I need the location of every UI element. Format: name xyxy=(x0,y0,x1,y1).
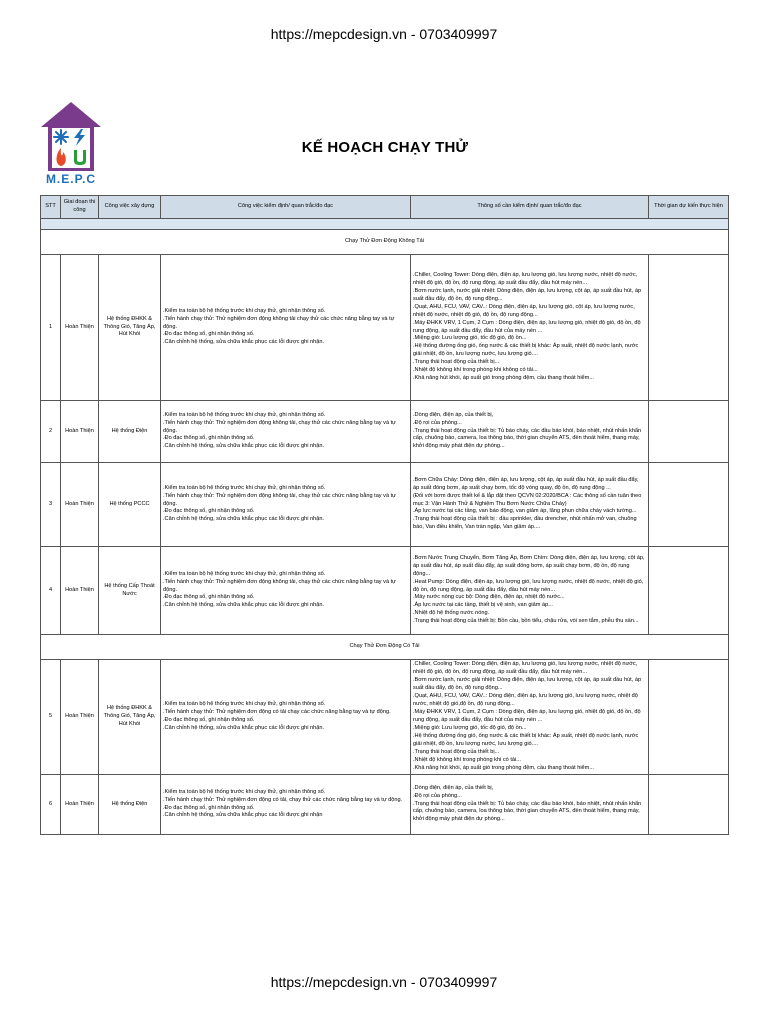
param-line: .Miệng gió: Lưu lượng gió, tốc độ gió, độ ồn... xyxy=(413,724,527,731)
table-row xyxy=(41,463,729,547)
param-line: .Áp lực nước tại các tầng, van báo động, van giảm áp, lăng phun chữa cháy vách tường... xyxy=(413,508,637,515)
table-row xyxy=(41,775,729,835)
param-line: .Dòng điện, điện áp, của thiết bị, xyxy=(413,784,494,791)
param-line: .Bơm nước lạnh, nước giải nhiệt: Dòng điện, điện áp, lưu lượng, cột áp, áp suất đầu hút, áp suất đầu đẩy, độ ồn, độ rung động... xyxy=(413,677,642,692)
schedule-cell xyxy=(649,547,729,635)
task-line: .Tiến hành chạy thử: Thử nghiệm đơn động không tải chạy thử các chức năng bằng tay và tự động. xyxy=(163,315,395,330)
tasks-cell xyxy=(161,775,411,835)
header-stt: STT xyxy=(41,196,61,219)
param-line: .Máy ĐHKK VRV, 1 Cụm, 2 Cụm : Dòng điện, điện áp, lưu lượng gió, nhiệt độ gió, độ ồn, độ rung động, áp suất đầu đẩy, đầu hút của máy nén ... xyxy=(413,709,641,723)
tasks-cell xyxy=(161,401,411,463)
task-line: .Tiến hành chạy thử: Thử nghiệm đơn động không tải, chạy thử các chức năng bằng tay và tự động. xyxy=(163,578,396,593)
page-title: KẾ HOẠCH CHẠY THỬ xyxy=(301,139,469,156)
tasks-cell xyxy=(161,463,411,547)
param-line: .Hệ thống đường ống gió, ống nước & các thiết bị khác: Áp suất, nhiệt độ nước lạnh, nước giải nhiệt, độ ồn, lưu lượng nước, lưu lượng gió.... xyxy=(413,732,639,747)
section-row xyxy=(41,635,729,660)
task-line: .Đo đạc thông số, ghi nhận thông số. xyxy=(163,508,255,515)
task-line: .Đo đạc thông số, ghi nhận thông số. xyxy=(163,435,255,442)
table-row xyxy=(41,547,729,635)
task-line: .Căn chỉnh hệ thống, sửa chữa khắc phục các lỗi được ghi nhận xyxy=(163,812,323,819)
param-line: .Áp lực nước tại các tầng, thiết bị vệ sinh, van giảm áp... xyxy=(413,602,553,609)
table-row xyxy=(41,660,729,775)
param-line: .Trạng thái hoạt động của thiết bị: Tủ báo cháy, các đầu báo khói, báo nhiệt, nhút nhấn khẩn cấp, chuông báo, camera, loa thông báo, thời gian chuyển ATS, đèn thoát hiểm, thang máy, khởi động máy phát điện dự phòng... xyxy=(413,427,642,450)
tasks-cell xyxy=(161,660,411,775)
params-cell xyxy=(411,547,649,635)
param-line: .Trạng thái hoạt động của thiết bị... xyxy=(413,359,500,366)
task-line: .Đo đạc thông số, ghi nhận thông số. xyxy=(163,594,255,601)
param-line: .Nhiệt độ không khí trong phòng khi không có tải... xyxy=(413,367,538,374)
params-cell xyxy=(411,775,649,835)
task-line: .Đo đạc thông số, ghi nhận thông số. xyxy=(163,331,255,338)
param-line: .Độ rọi của phòng... xyxy=(413,792,462,799)
schedule-cell xyxy=(649,463,729,547)
task-line: .Kiểm tra toàn bộ hệ thống trước khi chạy thử, ghi nhận thông số. xyxy=(163,570,326,577)
task-line: .Căn chỉnh hệ thống, sửa chữa khắc phục các lỗi được ghi nhận. xyxy=(163,443,325,450)
header-work: Công việc xây dựng xyxy=(99,196,161,219)
tasks-cell xyxy=(161,255,411,401)
task-line: .Tiến hành chạy thử: Thử nghiệm đơn động không tải, chạy thử các chức năng bằng tay và tự động. xyxy=(163,492,396,507)
param-line: .Quạt, AHU, FCU, VAV, CAV..: Dòng điện, điện áp, lưu lượng gió, lưu lượng nước, nhiệt độ nước, nhiệt độ gió,độ ồn, độ rung động... xyxy=(413,693,638,708)
stt-cell: 4 xyxy=(41,547,61,635)
table-row xyxy=(41,255,729,401)
work-cell: Hệ thống ĐHKK & Thông Gió, Tăng Áp, Hút Khói xyxy=(99,255,161,401)
stt-cell: 5 xyxy=(41,660,61,775)
section-title: Chạy Thử Đơn Động Không Tải xyxy=(41,230,729,255)
phase-cell: Hoàn Thiện xyxy=(61,401,99,463)
mepc-logo xyxy=(40,101,102,185)
header-params: Thông số cần kiểm định/ quan trắc/đo đạc xyxy=(411,196,649,219)
param-line: .Miệng gió: Lưu lượng gió, tốc độ gió, độ ồn... xyxy=(413,335,527,342)
params-cell xyxy=(411,660,649,775)
schedule-cell xyxy=(649,255,729,401)
params-cell xyxy=(411,401,649,463)
param-line: .Độ rọi của phòng... xyxy=(413,419,462,426)
task-line: .Kiểm tra toàn bộ hệ thống trước khi chạy thử, ghi nhận thông số. xyxy=(163,411,326,418)
param-line: .Bơm Nước Trung Chuyển, Bơm Tăng Áp, Bơm Chìm: Dòng điện, điện áp, lưu lượng, cột áp, áp suất đầu hút, áp suất đầu đẩy, áp suất đóng bơm, áp suất chạy bơm, độ ồn, độ rung động... xyxy=(413,554,645,577)
work-cell: Hệ thống Điện xyxy=(99,401,161,463)
phase-cell: Hoàn Thiện xyxy=(61,463,99,547)
section-row xyxy=(41,230,729,255)
snowflake-icon xyxy=(54,130,68,144)
param-line: .Trạng thái hoạt động của thiết bị: Bồn cầu, bồn tiểu, chậu rửa, vòi sen tắm, phễu thu sàn... xyxy=(413,618,639,625)
header-schedule: Thời gian dự kiến thực hiện xyxy=(649,196,729,219)
header-spacer-row xyxy=(41,219,729,230)
task-line: .Kiểm tra toàn bộ hệ thống trước khi chạy thử, ghi nhận thông số. xyxy=(163,788,326,795)
stt-cell: 1 xyxy=(41,255,61,401)
watermark-bottom: https://mepcdesign.vn - 0703409997 xyxy=(270,974,498,990)
param-line: .Nhiệt độ hệ thống nước nóng. xyxy=(413,610,490,617)
params-cell xyxy=(411,463,649,547)
task-line: .Căn chỉnh hệ thống, sửa chữa khắc phục các lỗi được ghi nhận. xyxy=(163,339,325,346)
stt-cell: 3 xyxy=(41,463,61,547)
param-line: .Hệ thống đường ống gió, ống nước & các thiết bị khác: Áp suất, nhiệt độ nước lạnh, nước giải nhiệt, độ ồn, lưu lượng nước, lưu lượng gió.... xyxy=(413,343,639,358)
header-tasks: Công việc kiểm định/ quan trắc/đo đạc xyxy=(161,196,411,219)
task-line: .Tiến hành chạy thử: Thử nghiệm đơn động có tải, chạy thử các chức năng bằng tay và tự động. xyxy=(163,796,403,803)
phase-cell: Hoàn Thiện xyxy=(61,660,99,775)
task-line: .Căn chỉnh hệ thống, sửa chữa khắc phục các lỗi được ghi nhận. xyxy=(163,724,325,731)
phase-cell: Hoàn Thiện xyxy=(61,775,99,835)
task-line: .Căn chỉnh hệ thống, sửa chữa khắc phục các lỗi được ghi nhận. xyxy=(163,602,325,609)
param-line: .Khả năng hút khói, áp suất gió trong phòng đệm, cầu thang thoát hiểm... xyxy=(413,764,594,771)
work-cell: Hệ thống ĐHKK & Thông Gió, Tăng Áp, Hút Khói xyxy=(99,660,161,775)
task-line: .Đo đạc thông số, ghi nhận thông số. xyxy=(163,717,255,723)
table-body xyxy=(41,219,729,835)
param-line: .Bơm Chữa Cháy: Dòng điện, điện áp, lưu lượng, cột áp, áp suất đầu hút, áp suất đầu đẩy, áp suất đóng bơm, áp suất chạy bơm, tốc độ vòng quay, độ ồn, độ rung động ... xyxy=(413,476,639,491)
param-line: (Đối với bơm được thiết kế & lắp đặt theo QCVN 02:2020/BCA : Các thông số cần tuân theo mục 3: Vận Hành Thử & Nghiệm Thu Bơm Nước Chữa Cháy) xyxy=(413,492,642,507)
param-line: .Quạt, AHU, FCU, VAV, CAV..: Dòng điện, điện áp, lưu lượng gió, cột áp, lưu lượng nước, nhiệt độ nước, nhiệt độ gió, độ ồn, độ rung động... xyxy=(413,303,635,318)
param-line: .Máy nước nóng cục bộ: Dòng điện, điện áp, nhiệt độ nước... xyxy=(413,594,565,601)
header-phase: Giai đoạn thi công xyxy=(61,196,99,219)
params-cell xyxy=(411,255,649,401)
task-line: .Tiến hành chạy thử: Thử nghiệm đơn động không tải, chạy thử các chức năng bằng tay và tự động. xyxy=(163,419,396,434)
logo-text: M.E.P.C xyxy=(45,172,97,185)
stt-cell: 2 xyxy=(41,401,61,463)
phase-cell: Hoàn Thiện xyxy=(61,547,99,635)
schedule-cell xyxy=(649,775,729,835)
spacer-cell xyxy=(41,219,729,230)
work-cell: Hệ thống PCCC xyxy=(99,463,161,547)
task-line: .Kiểm tra toàn bộ hệ thống trước khi chạy thử, ghi nhận thông số. xyxy=(163,307,326,314)
task-line: .Kiểm tra toàn bộ hệ thống trước khi chạy thử, ghi nhận thông số. xyxy=(163,484,326,491)
param-line: .Khả năng hút khói, áp suất gió trong phòng đệm, cầu thang thoát hiểm... xyxy=(413,375,594,382)
tasks-cell xyxy=(161,547,411,635)
section-title: Chạy Thử Đơn Động Có Tải xyxy=(41,635,729,660)
param-line: .Trạng thái hoạt động của thiết bị... xyxy=(413,748,500,755)
stt-cell: 6 xyxy=(41,775,61,835)
param-line: .Chiller, Cooling Tower: Dòng điện, điện áp, lưu lượng gió, lưu lượng nước, nhiệt độ nước, nhiệt độ gió, độ ồn, độ rung động, áp suất đầu đẩy, đầu hút máy nén... xyxy=(413,661,638,676)
param-line: .Bơm nước lạnh, nước giải nhiệt: Dòng điện, điện áp, lưu lượng, cột áp, áp suất đầu hút, áp suất đầu đẩy, độ ồn, độ rung động... xyxy=(413,287,642,302)
phase-cell: Hoàn Thiện xyxy=(61,255,99,401)
schedule-cell xyxy=(649,401,729,463)
work-cell: Hệ thống Điện xyxy=(99,775,161,835)
test-plan-table xyxy=(40,195,729,835)
param-line: .Heat Pump: Dòng điện, điện áp, lưu lượng gió, lưu lượng nước, nhiệt độ nước, nhiệt độ gió, độ ồn, độ rung động, áp suất đầu đẩy, đầu hút máy nén... xyxy=(413,578,644,593)
task-line: .Tiến hành chạy thử: Thử nghiệm đơn động có tải chạy các chức năng bằng tay và tự động. xyxy=(163,709,391,716)
table-header-row xyxy=(41,196,729,219)
work-cell: Hệ thống Cấp Thoát Nước xyxy=(99,547,161,635)
param-line: .Máy ĐHKK VRV, 1 Cụm, 2 Cụm : Dòng điện, điện áp, lưu lượng gió, nhiệt độ gió, độ ồn, độ rung động, áp suất đầu đẩy, đầu hút của máy nén ... xyxy=(413,319,641,334)
watermark-top: https://mepcdesign.vn - 0703409997 xyxy=(270,26,498,42)
param-line: .Chiller, Cooling Tower: Dòng điện, điện áp, lưu lượng gió, lưu lượng nước, nhiệt độ nước, nhiệt độ gió, độ ồn, độ rung động, áp suất đầu đẩy, đầu hút máy nén... xyxy=(413,271,638,286)
param-line: .Dòng điện, điện áp, của thiết bị, xyxy=(413,411,494,418)
param-line: .Trạng thái hoạt động của thiết bị : đầu sprinkler, đầu drencher, nhút nhấn mở van, chuông báo, Van điều khiển, Van tràn ngập, Van giảm áp.... xyxy=(413,516,637,531)
task-line: .Đo đạc thông số, ghi nhận thông số. xyxy=(163,804,255,811)
task-line: .Căn chỉnh hệ thống, sửa chữa khắc phục các lỗi được ghi nhận. xyxy=(163,516,325,523)
task-line: .Kiểm tra toàn bộ hệ thống trước khi chạy thử, ghi nhận thông số. xyxy=(163,701,326,708)
param-line: .Nhiệt độ không khí trong phòng khi có tải... xyxy=(413,756,521,763)
schedule-cell xyxy=(649,660,729,775)
table-row xyxy=(41,401,729,463)
param-line: .Trạng thái hoạt động của thiết bị: Tủ báo cháy, các đầu báo khói, báo nhiệt, nhút nhấn khẩn cấp, chuông báo, camera, loa thông báo, thời gian chuyển ATS, đèn thoát hiểm, thang máy, khởi động máy phát điện dự phòng... xyxy=(413,800,642,823)
